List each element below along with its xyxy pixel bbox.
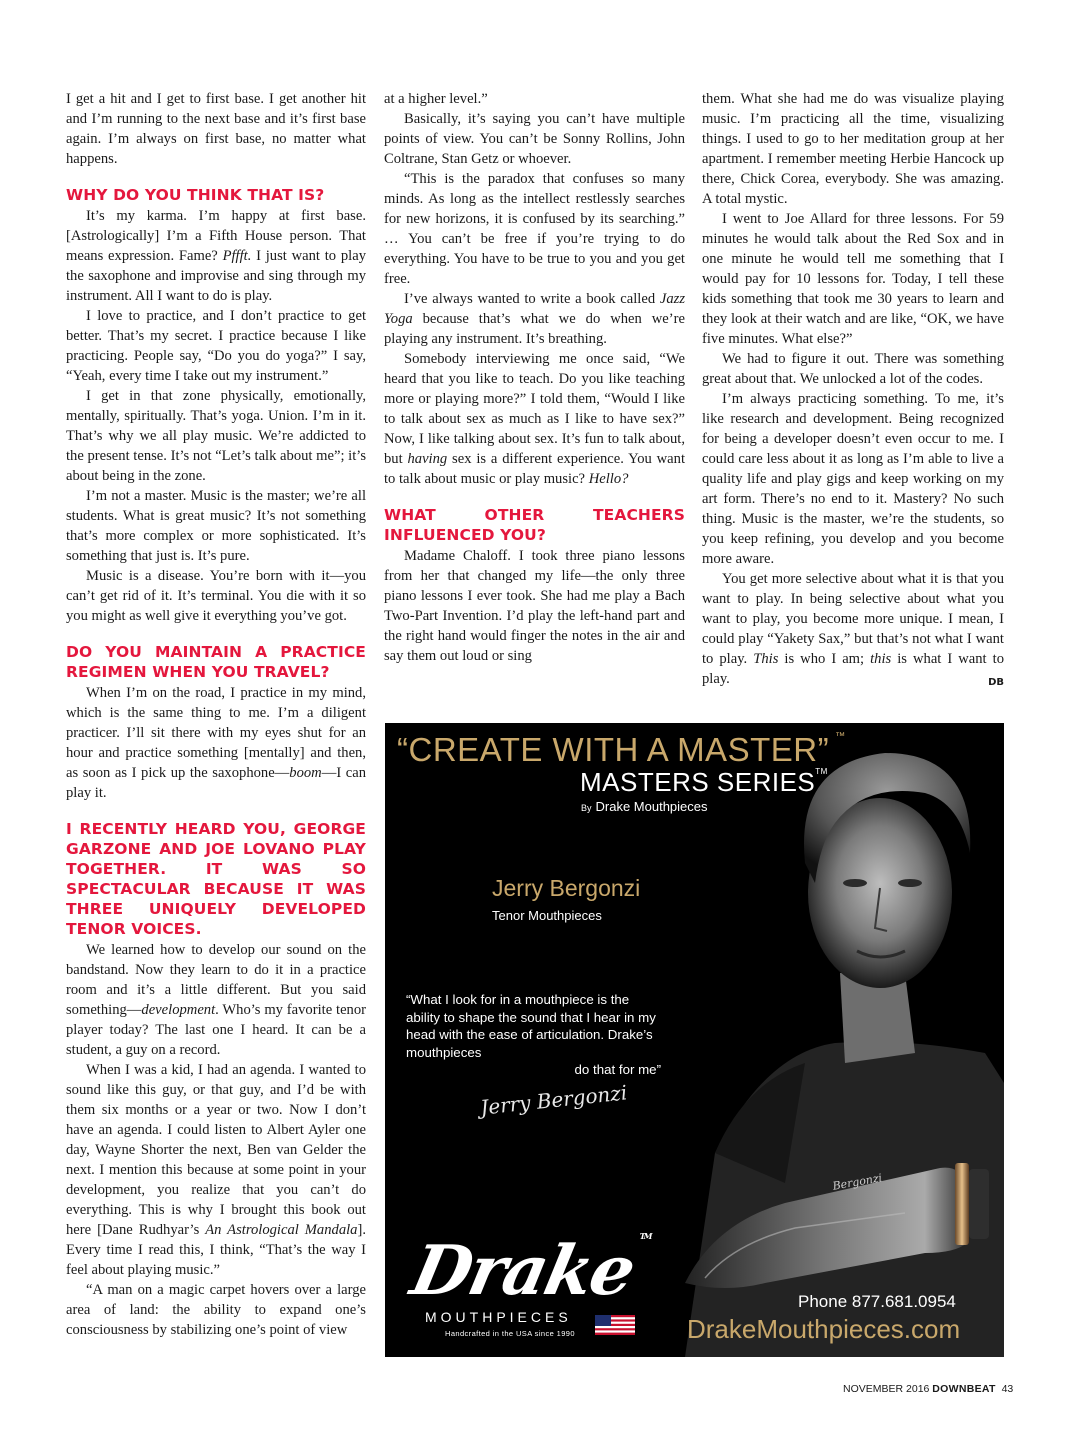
magazine-name: DOWNBEAT: [932, 1383, 996, 1395]
ad-artist-subtitle: Tenor Mouthpieces: [492, 908, 602, 923]
issue-date: NOVEMBER 2016: [843, 1383, 930, 1395]
paragraph: Basically, it’s saying you can’t have multiple points of view. You can’t be Sonny Rollins, John Coltrane, Stan Getz or whoever.: [384, 111, 685, 167]
paragraph: Somebody interviewing me once said, “We heard that you like to teach. Do you like teaching more or playing more?” I told them, “Would I like to talk about sex as much as I like to have sex?” Now, I like talking about sex. It’s fun to talk about, but having sex is a different experience. You want to talk about music or play music? Hello?: [384, 351, 685, 487]
ad-artist-name: Jerry Bergonzi: [492, 875, 641, 901]
ad-byline: By Drake Mouthpieces: [581, 799, 708, 814]
ad-phone[interactable]: Phone 877.681.0954: [798, 1292, 956, 1311]
artist-signature: Jerry Bergonzi: [479, 1080, 629, 1120]
drake-logo-subtitle: MOUTHPIECES: [425, 1309, 572, 1325]
page-number: 43: [1001, 1383, 1014, 1395]
paragraph: You get more selective about what it is that you want to play. In being selective about what you want to play, you become more unique. I mean, I could play “Yakety Sax,” but that’s not what I want to play. This is who I am; this is what I want to play. DB: [702, 569, 1004, 689]
paragraph: I’m always practicing something. To me, it’s like research and development. Being recognized for being a developer doesn’t even occur to me. I could care less about it as long as I’m able to live a quality life and play gigs and keep working on my art form. There’s no end to it. Mastery? No such thing. Music is the master, we’re the students, so you keep refining, you develop and you become more aware.: [702, 391, 1004, 567]
handcrafted-tagline: Handcrafted in the USA since 1990: [445, 1329, 575, 1338]
page-footer: [843, 1383, 1013, 1395]
paragraph: Music is a disease. You’re born with it—you can’t get rid of it. It’s terminal. You die with it so you might as well give it everything you’ve got.: [66, 568, 366, 624]
article-column-2: [384, 89, 685, 666]
ad-website-link[interactable]: DrakeMouthpieces.com: [687, 1314, 961, 1344]
paragraph: When I’m on the road, I practice in my mind, which is the same thing to me. I’m a diligent practicer. I’ll sit there with my eyes shut for an hour and practice something [mentally] and then, as soon as I pick up the saxophone—boom—I can play it.: [66, 685, 366, 801]
paragraph: at a higher level.”: [384, 91, 488, 107]
paragraph: It’s my karma. I’m happy at first base. [Astrologically] I’m a Fifth House person. That means expression. Fame? Pffft. I just want to play the saxophone and improvise and sing through my instrument. All I want to do is play.: [66, 208, 366, 304]
paragraph: We learned how to develop our sound on the bandstand. Now they learn to do it in a practice room and it’s a little different. But you said something—development. Who’s my favorite tenor player today? The last one I heard. It can be a student, a guy on a record.: [66, 942, 366, 1058]
paragraph: I’m not a master. Music is the master; we’re all students. What is great music? It’s not something that’s more complex or more sophisticated. It’s something that just is. It’s pure.: [66, 488, 366, 564]
paragraph: I get in that zone physically, emotionally, mentally, spiritually. That’s yoga. Union. I’m in it. That’s why we all play music. We’re addicted to the present tense. It’s not “Let’s talk about me”; it’s about being in the zone.: [66, 388, 366, 484]
question-heading: WHAT OTHER TEACHERS INFLUENCED YOU?: [384, 506, 685, 544]
paragraph: them. What she had me do was visualize playing music. I’m practicing all the time, visualizing things. I used to go to her meditation group at her apartment. I remember meeting Herbie Hancock up there, Chick Corea, everybody. She was amazing. A total mystic.: [702, 91, 1004, 207]
drake-mouthpieces-ad[interactable]: [385, 723, 1004, 1357]
ad-quote: “What I look for in a mouthpiece is the ability to shape the sound that I hear in my head with the ease of articulation. Drake’s mouthpieces do that for me”: [406, 992, 661, 1077]
question-heading: I RECENTLY HEARD YOU, GEORGE GARZONE AND JOE LOVANO PLAY TOGETHER. IT WAS SO SPECTACULAR BECAUSE IT WAS THREE UNIQUELY DEVELOPED TENOR VOICES.: [66, 820, 366, 938]
question-heading: WHY DO YOU THINK THAT IS?: [66, 186, 325, 204]
end-signature: DB: [988, 677, 1004, 688]
paragraph: I’ve always wanted to write a book called Jazz Yoga because that’s what we do when we’re playing any instrument. It’s breathing.: [384, 291, 685, 347]
paragraph: When I was a kid, I had an agenda. I wanted to sound like this guy, or that guy, and I’d be with them six months or a year or two. Now I don’t have an agenda. I could listen to Albert Ayler one day, Wayne Shorter the next, Ben van Gelder the next. I mention this because at some point in your development, you realize that you can’t do everything. This is why I brought this book out here [Dane Rudhyar’s An Astrological Mandala]. Every time I read this, I think, “That’s the way I feel about playing music.”: [66, 1062, 366, 1278]
paragraph: I get a hit and I get to first base. I get another hit and I’m running to the next base and it’s first base again. I’m always on first base, no matter what happens.: [66, 91, 366, 167]
article-column-3: [702, 89, 1004, 693]
paragraph: We had to figure it out. There was something great about that. We unlocked a lot of the codes.: [702, 351, 1004, 387]
paragraph: “A man on a magic carpet hovers over a large area of land: the ability to expand one’s consciousness by stabilizing one’s point of view: [66, 1282, 366, 1338]
paragraph: I went to Joe Allard for three lessons. For 59 minutes he would talk about the Red Sox and in one minute he would tell me something that I would pay for 10 lessons for. Today, I tell these kids something that took me 30 years to learn and they look at their watch and are like, “OK, we have five minutes. What else?”: [702, 211, 1004, 347]
us-flag-icon: [595, 1315, 635, 1335]
paragraph: Madame Chaloff. I took three piano lessons from her that changed my life—the only three piano lessons I ever took. She had me play a Bach Two-Part Invention. I’d play the left-hand part and the right hand would finger the notes in the air and say them out loud or sing: [384, 548, 685, 664]
mouthpiece-engraving: Bergonzi: [831, 1171, 884, 1193]
paragraph: “This is the paradox that confuses so many minds. As long as the intellect restlessly searches for new horizons, it is confused by its searching.” … You can’t be free if you’re trying to do everything. You have to be true to you and you get free.: [384, 171, 685, 287]
question-heading: DO YOU MAINTAIN A PRACTICE REGIMEN WHEN YOU TRAVEL?: [66, 643, 366, 681]
ad-series-title: MASTERS SERIES™: [580, 767, 828, 797]
ad-headline: “CREATE WITH A MASTER” ™: [397, 731, 846, 768]
paragraph: I love to practice, and I don’t practice to get better. That’s my secret. I practice because I like practicing. People say, “Do you do yoga?” I say, “Yeah, every time I take out my instrument.”: [66, 308, 366, 384]
article-column-1: [66, 89, 366, 1340]
drake-logo: Drake™: [404, 1231, 652, 1311]
